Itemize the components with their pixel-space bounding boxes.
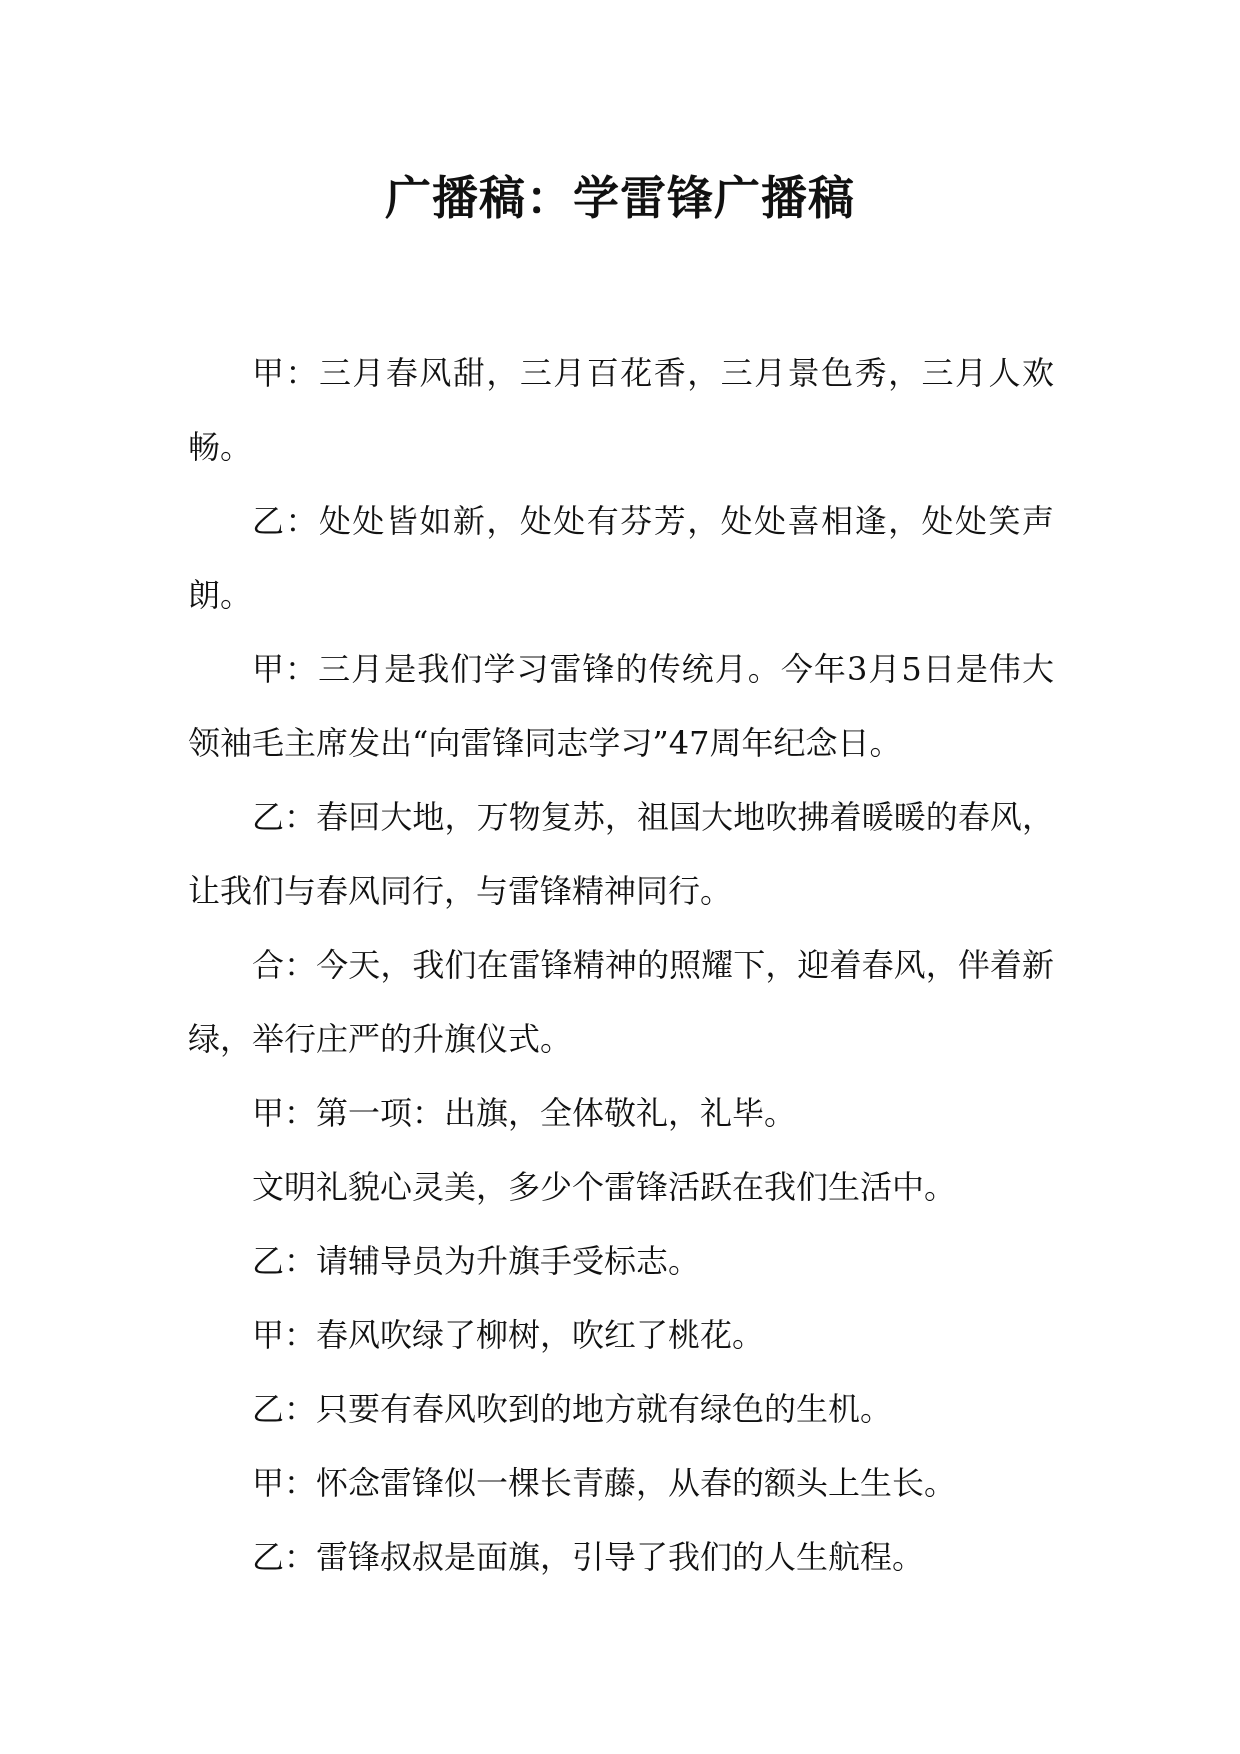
document-title: 广播稿：学雷锋广播稿 (385, 171, 855, 225)
paragraph: 文明礼貌心灵美，多少个雷锋活跃在我们生活中。 (252, 1168, 957, 1206)
paragraph: 甲：怀念雷锋似一棵长青藤，从春的额头上生长。 (252, 1464, 957, 1502)
paragraph: 甲：三月是我们学习雷锋的传统月。今年3月5日是伟大领袖毛主席发出“向雷锋同志学习”47周年纪念日。 (188, 650, 1054, 762)
paragraph: 乙：春回大地，万物复苏，祖国大地吹拂着暖暖的春风，让我们与春风同行，与雷锋精神同行。 (188, 798, 1054, 910)
paragraph: 甲：三月春风甜，三月百花香，三月景色秀，三月人欢畅。 (188, 354, 1054, 466)
paragraph: 乙：处处皆如新，处处有芬芳，处处喜相逢，处处笑声朗。 (188, 502, 1054, 614)
paragraph: 乙：只要有春风吹到的地方就有绿色的生机。 (252, 1390, 893, 1428)
paragraph: 乙：请辅导员为升旗手受标志。 (252, 1242, 701, 1280)
paragraph: 甲：第一项：出旗，全体敬礼，礼毕。 (252, 1094, 797, 1132)
paragraph: 乙：雷锋叔叔是面旗，引导了我们的人生航程。 (252, 1538, 925, 1576)
paragraph: 甲：春风吹绿了柳树，吹红了桃花。 (252, 1316, 765, 1354)
document-body (188, 336, 1054, 1594)
paragraph: 合：今天，我们在雷锋精神的照耀下，迎着春风，伴着新绿，举行庄严的升旗仪式。 (188, 946, 1054, 1058)
